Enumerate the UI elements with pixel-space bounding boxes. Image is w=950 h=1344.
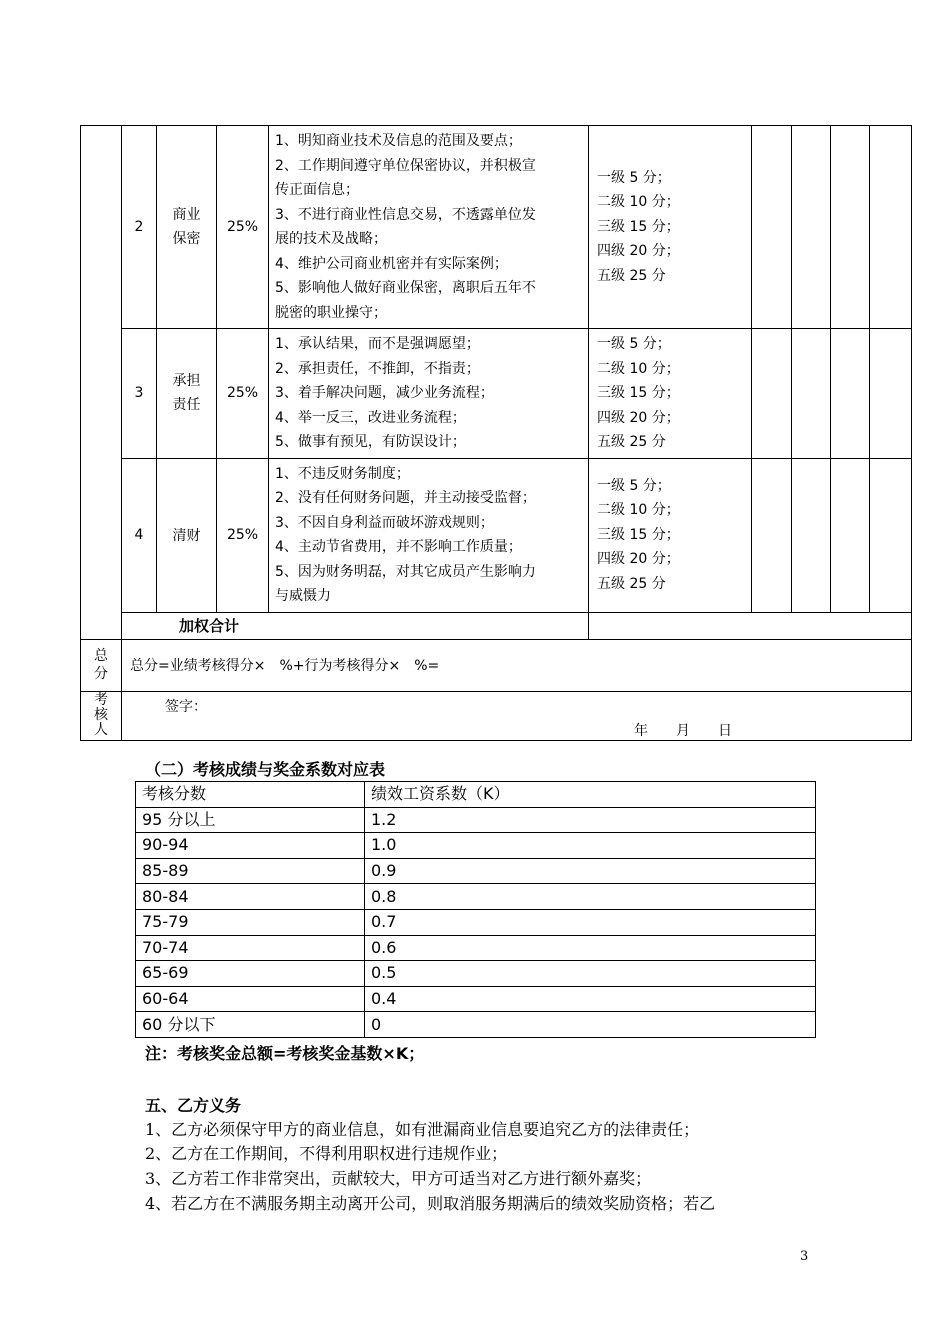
coefficient: 1.2 (365, 807, 816, 833)
score-cell[interactable] (870, 458, 912, 612)
section5-item: 1、乙方必须保守甲方的商业信息，如有泄漏商业信息要追究乙方的法律责任； (145, 1120, 700, 1139)
score-range: 60-64 (136, 986, 365, 1012)
total-score-row (81, 639, 912, 691)
score-cell[interactable] (792, 458, 831, 612)
coefficient: 0.9 (365, 858, 816, 884)
item-name: 清财 (157, 458, 217, 612)
evaluation-table (80, 125, 912, 741)
coefficient: 1.0 (365, 833, 816, 859)
table-row (136, 1012, 816, 1038)
score-range: 75-79 (136, 909, 365, 935)
bonus-note: 注：考核奖金总额=考核奖金基数×K； (145, 1044, 425, 1063)
score-cell[interactable] (752, 458, 792, 612)
coefficient: 0 (365, 1012, 816, 1038)
score-range: 65-69 (136, 961, 365, 987)
weighted-total-label: 加权合计 (122, 612, 589, 639)
section5-item: 3、乙方若工作非常突出，贡献较大，甲方可适当对乙方进行额外嘉奖； (145, 1169, 652, 1188)
score-cell[interactable] (752, 329, 792, 459)
row-number: 3 (122, 329, 157, 459)
item-weight: 25% (217, 458, 269, 612)
table-row (136, 858, 816, 884)
reviewer-sign-area[interactable] (122, 691, 912, 740)
signature-label: 签字： (165, 698, 207, 715)
levels-cell: 一级 5 分； 二级 10 分； 三级 15 分； 四级 20 分； 五级 25 分 (589, 126, 752, 329)
eval-row (81, 458, 912, 612)
levels-cell: 一级 5 分； 二级 10 分； 三级 15 分； 四级 20 分； 五级 25 分 (589, 329, 752, 459)
item-weight: 25% (217, 126, 269, 329)
weighted-total-value[interactable] (589, 612, 912, 639)
score-range: 60 分以下 (136, 1012, 365, 1038)
score-cell[interactable] (831, 329, 870, 459)
item-weight: 25% (217, 329, 269, 459)
score-cell[interactable] (870, 329, 912, 459)
eval-row (81, 329, 912, 459)
coefficient: 0.4 (365, 986, 816, 1012)
total-formula: 总分=业绩考核得分× %+行为考核得分× %= (122, 639, 912, 691)
section5-item: 2、乙方在工作期间，不得利用职权进行违规作业； (145, 1144, 508, 1163)
bonus-table (135, 781, 816, 1038)
score-cell[interactable] (831, 458, 870, 612)
table-row (136, 909, 816, 935)
bonus-section-title: （二）考核成绩与奖金系数对应表 (145, 760, 386, 779)
item-name: 商业 保密 (157, 126, 217, 329)
eval-row (81, 126, 912, 329)
levels-cell: 一级 5 分； 二级 10 分； 三级 15 分； 四级 20 分； 五级 25 分 (589, 458, 752, 612)
table-row (136, 935, 816, 961)
table-row (136, 833, 816, 859)
criteria-cell: 1、不违反财务制度； 2、没有任何财务问题，并主动接受监督； 3、不因自身利益而破坏游戏规则； 4、主动节省费用，并不影响工作质量； 5、因为财务明磊，对其它成员产生影响力 与威慑力 (269, 458, 589, 612)
row-number: 2 (122, 126, 157, 329)
score-range: 85-89 (136, 858, 365, 884)
coefficient: 0.6 (365, 935, 816, 961)
section5-title: 五、乙方义务 (145, 1096, 242, 1115)
header-coefficient: 绩效工资系数（K） (365, 782, 816, 808)
score-cell[interactable] (752, 126, 792, 329)
total-label: 总 分 (81, 639, 122, 691)
score-cell[interactable] (831, 126, 870, 329)
coefficient: 0.5 (365, 961, 816, 987)
reviewer-label: 考 核 人 (81, 691, 122, 740)
table-row (136, 884, 816, 910)
bonus-header-row (136, 782, 816, 808)
table-row (136, 986, 816, 1012)
score-cell[interactable] (870, 126, 912, 329)
sign-date: 年 月 日 (634, 722, 732, 739)
weighted-total-row (81, 612, 912, 639)
score-range: 80-84 (136, 884, 365, 910)
item-name: 承担 责任 (157, 329, 217, 459)
score-cell[interactable] (792, 329, 831, 459)
page-number: 3 (800, 1249, 809, 1264)
score-range: 95 分以上 (136, 807, 365, 833)
category-cell (81, 126, 122, 640)
row-number: 4 (122, 458, 157, 612)
coefficient: 0.7 (365, 909, 816, 935)
coefficient: 0.8 (365, 884, 816, 910)
criteria-cell: 1、明知商业技术及信息的范围及要点； 2、工作期间遵守单位保密协议，并积极宣 传正面信息； 3、不进行商业性信息交易，不透露单位发 展的技术及战略； 4、维护公司商业机密并有实际案例； 5、影响他人做好商业保密，离职后五年不 脱密的职业操守； (269, 126, 589, 329)
score-range: 70-74 (136, 935, 365, 961)
table-row (136, 807, 816, 833)
score-range: 90-94 (136, 833, 365, 859)
reviewer-row (81, 691, 912, 740)
header-score: 考核分数 (136, 782, 365, 808)
table-row (136, 961, 816, 987)
section5-item: 4、若乙方在不满服务期主动离开公司，则取消服务期满后的绩效奖励资格；若乙 (145, 1194, 716, 1213)
score-cell[interactable] (792, 126, 831, 329)
criteria-cell: 1、承认结果，而不是强调愿望； 2、承担责任，不推卸，不指责； 3、着手解决问题，减少业务流程； 4、举一反三，改进业务流程； 5、做事有预见，有防误设计； (269, 329, 589, 459)
